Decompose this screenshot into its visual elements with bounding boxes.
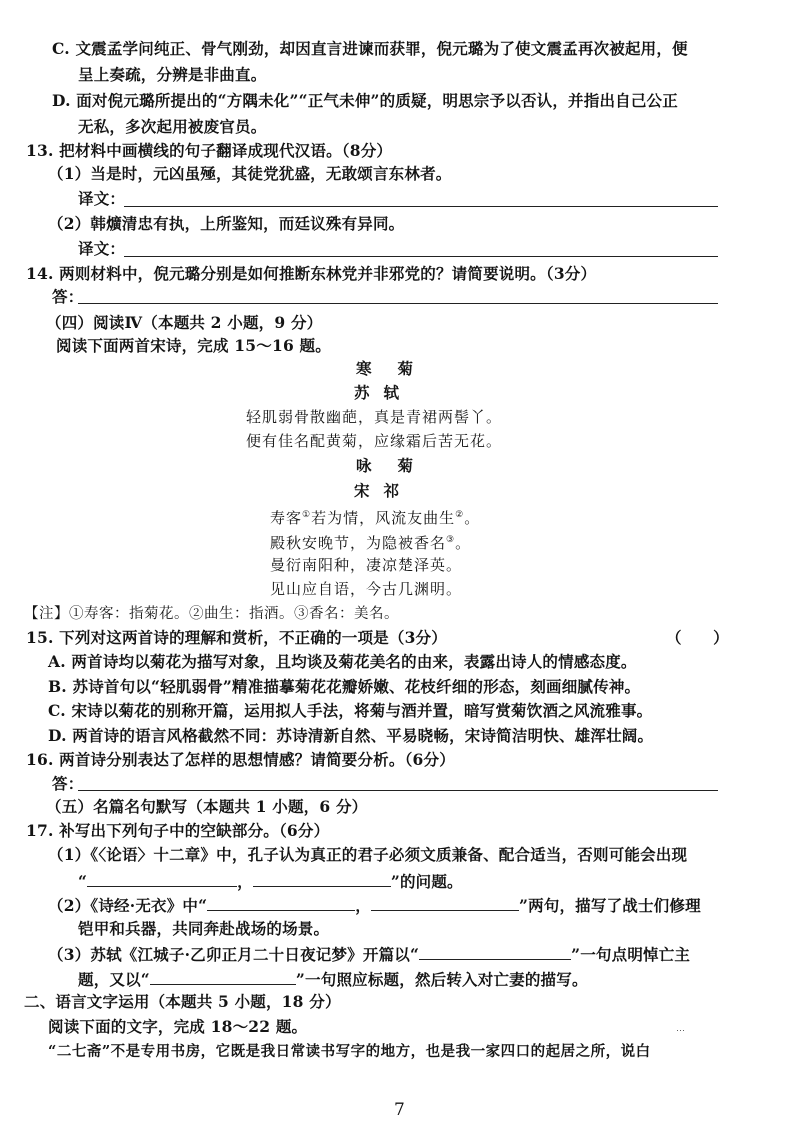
poem2-line-1-b: 若为情，风流友曲生 [311,509,456,527]
note-ref-3: ③ [446,535,456,545]
q12-option-d-line1: D. 面对倪元璐所提出的“方隅未化”“正气未伸”的质疑，明思宗予以否认，并指出自己公正 [52,91,678,110]
q12-option-d-line2: 无私，多次起用被废官员。 [78,117,267,136]
poem1-line-1: 轻肌弱骨散幽葩，真是青裙两髻丫。 [246,408,503,426]
q17-blank-3[interactable] [207,893,355,911]
q16-answer-line[interactable] [78,790,718,791]
part2-intro: 阅读下面的文字，完成 18～22 题。 [48,1017,308,1036]
passage-first-line: “二七斋”不是专用书房，它既是我日常读书写字的地方，也是我一家四口的起居之所，说白 [48,1043,651,1060]
q17-item-3-line2 [78,967,588,991]
section4-intro: 阅读下面两首宋诗，完成 15～16 题。 [56,336,331,355]
q15-option-b: B. 苏诗首句以“轻肌弱骨”精准描摹菊花花瓣娇嫩、花枝纤细的形态，刻画细腻传神。 [48,677,641,696]
q17-item-2-line2: 铠甲和兵器，共同奔赴战场的场景。 [78,919,330,938]
q12-option-c-line1: C. 文震孟学问纯正、骨气刚劲，却因直言进谏而获罪，倪元璐为了使文震孟再次被起用，便 [52,39,688,58]
poem2-author: 宋祁 [354,481,414,500]
q13-sentence-1: （1）当是时，元凶虽殛，其徒党犹盛，无敢颂言东林者。 [48,164,452,183]
q12-option-c-line2: 呈上奏疏，分辨是非曲直。 [78,65,267,84]
q17-blank-6[interactable] [150,967,296,985]
part2-heading: 二、语言文字运用（本题共 5 小题，18 分） [24,992,341,1011]
item2-prefix: （2）《诗经·无衣》中“ [48,896,208,915]
q17-blank-4[interactable] [371,893,519,911]
q14-stem: 14. 两则材料中，倪元璐分别是如何推断东林党并非邪党的？请简要说明。（3分） [26,264,597,283]
q15-option-c: C. 宋诗以菊花的别称开篇，运用拟人手法，将菊与酒并置，暗写赏菊饮酒之风流雅事。 [48,701,653,720]
poem2-line-1 [270,504,480,529]
q13-sentence-2: （2）韩爌清忠有执，上所鉴知，而廷议殊有异同。 [48,214,405,233]
poem1-line-2: 便有佳名配黄菊，应缘霜后苦无花。 [246,432,503,450]
poem2-line-1-c: 。 [464,509,481,527]
poem1-author: 苏轼 [354,383,414,402]
poem2-line-2 [270,529,471,554]
q13-answer-line-2[interactable] [124,256,718,257]
item3-prefix: （3）苏轼《江城子·乙卯正月二十日夜记梦》开篇以“ [48,945,420,964]
poem-note: 【注】①寿客：指菊花。②曲生：指酒。③香名：美名。 [24,606,399,622]
q13-answer-label-1: 译文： [78,189,126,208]
q17-blank-2[interactable] [253,869,391,887]
ink-mark: ⋯ [676,1026,685,1036]
item2-suffix: ”两句，描写了战士们修理 [518,896,701,915]
close-text: ”的问题。 [390,872,463,891]
poem2-line-3: 曼衍南阳种，凄凉楚泽英。 [270,556,463,574]
q15-option-a: A. 两首诗均以菊花为描写对象，且均谈及菊花美名的由来，表露出诗人的情感态度。 [48,652,637,671]
q13-answer-line-1[interactable] [124,206,718,207]
q17-blank-1[interactable] [87,869,237,887]
q13-answer-label-2: 译文： [78,239,126,258]
note-ref-2: ② [455,510,465,520]
poem1-title: 寒菊 [356,359,440,378]
poem2-line-4: 见山应自语，今古几渊明。 [270,580,463,598]
open-quote: “ [78,872,88,891]
page-number: 7 [394,1100,405,1120]
q14-answer-line[interactable] [78,303,718,304]
q13-stem: 13. 把材料中画横线的句子翻译成现代汉语。（8分） [26,141,393,160]
q17-stem: 17. 补写出下列句子中的空缺部分。（6分） [26,821,330,840]
q16-stem: 16. 两首诗分别表达了怎样的思想情感？请简要分析。（6分） [26,750,455,769]
poem2-line-2-c: 。 [455,534,472,552]
q16-answer-label: 答： [52,774,84,793]
poem2-line-1-a: 寿客 [270,509,303,527]
q17-item-2-line1 [48,893,701,917]
note-ref-1: ① [302,510,312,520]
q17-item-1-line2 [78,869,463,893]
q15-option-d: D. 两首诗的语言风格截然不同：苏诗清新自然、平易晓畅，宋诗简洁明快、雄浑壮阔。 [48,726,654,745]
section5-heading: （五）名篇名句默写（本题共 1 小题，6 分） [46,797,368,816]
q17-blank-5[interactable] [419,942,571,960]
poem2-line-2-a: 殿秋安晚节，为隐被香名 [270,534,447,552]
q15-answer-paren[interactable]: （ ） [666,628,729,647]
comma: ， [237,872,253,891]
q17-item-1-line1: （1）《〈论语〉十二章》中，孔子认为真正的君子必须文质兼备、配合适当，否则可能会出现 [48,845,688,864]
item3-suffix: ”一句点明悼亡主 [571,945,691,964]
poem2-title: 咏菊 [356,456,440,475]
comma: ， [355,896,371,915]
section4-heading: （四）阅读Ⅳ（本题共 2 小题，9 分） [46,313,323,332]
item3-line2-prefix: 题，又以“ [78,970,150,989]
q14-answer-label: 答： [52,287,84,306]
q15-stem: 15. 下列对这两首诗的理解和赏析，不正确的一项是（3分） [26,628,447,647]
item3-line2-suffix: ”一句照应标题，然后转入对亡妻的描写。 [295,970,588,989]
q17-item-3-line1 [48,942,690,966]
